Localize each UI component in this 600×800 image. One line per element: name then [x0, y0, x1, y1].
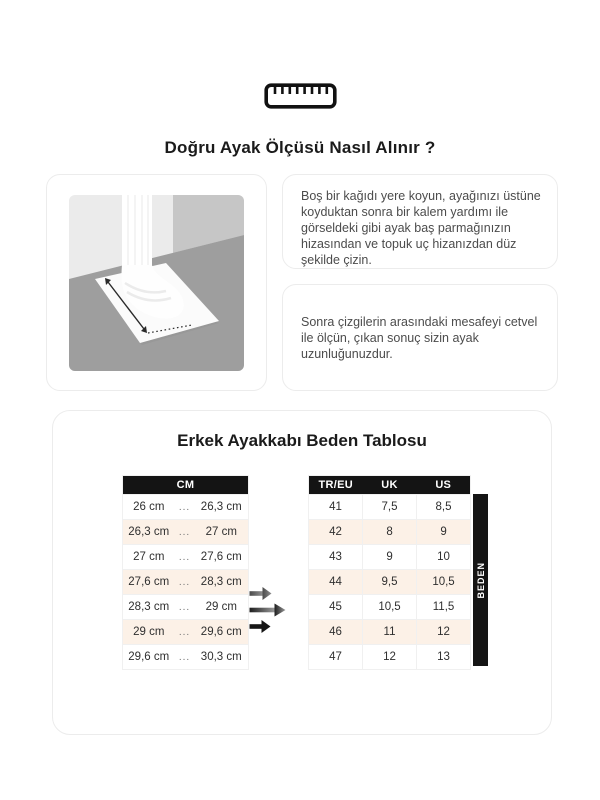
table-row	[309, 595, 471, 620]
range-separator: ...	[175, 620, 195, 645]
table-row	[123, 495, 249, 520]
range-separator: ...	[175, 545, 195, 570]
instruction-step-2	[282, 284, 558, 391]
ruler-icon	[264, 83, 337, 109]
foot-on-paper-measurement-photo	[69, 195, 244, 371]
size-uk: 10,5	[363, 595, 417, 620]
size-treu: 46	[309, 620, 363, 645]
table-row	[309, 495, 471, 520]
cm-table	[122, 475, 249, 670]
instruction-step-2-text: Sonra çizgilerin arasındaki mesafeyi cetvel ile ölçün, çıkan sonuç sizin ayak uzunluğunuzdur.	[301, 314, 538, 361]
table-row	[309, 545, 471, 570]
size-treu: 45	[309, 595, 363, 620]
cm-from: 26 cm	[123, 495, 175, 520]
transfer-arrows-icon	[249, 586, 291, 634]
size-uk: 11	[363, 620, 417, 645]
size-us: 13	[417, 645, 471, 670]
size-treu: 47	[309, 645, 363, 670]
table-row	[123, 545, 249, 570]
size-us: 8,5	[417, 495, 471, 520]
page-title: Doğru Ayak Ölçüsü Nasıl Alınır ?	[164, 138, 436, 157]
table-row	[123, 620, 249, 645]
size-uk: 12	[363, 645, 417, 670]
cm-to: 26,3 cm	[195, 495, 249, 520]
cm-from: 26,3 cm	[123, 520, 175, 545]
beden-vertical-bar	[473, 494, 488, 666]
size-treu: 43	[309, 545, 363, 570]
arrow-zone	[249, 475, 308, 670]
cm-from: 29,6 cm	[123, 645, 175, 670]
cm-table-header: CM	[123, 476, 249, 495]
cm-to: 29 cm	[195, 595, 249, 620]
instruction-step-1	[282, 174, 558, 269]
col-header-us: US	[417, 476, 471, 495]
size-us: 11,5	[417, 595, 471, 620]
size-uk: 9,5	[363, 570, 417, 595]
range-separator: ...	[175, 570, 195, 595]
size-table-header-row	[309, 476, 471, 495]
size-us: 12	[417, 620, 471, 645]
size-us: 10	[417, 545, 471, 570]
size-uk: 7,5	[363, 495, 417, 520]
table-row	[309, 520, 471, 545]
cm-to: 28,3 cm	[195, 570, 249, 595]
table-row	[123, 645, 249, 670]
cm-from: 29 cm	[123, 620, 175, 645]
table-row	[123, 595, 249, 620]
ruler-icon-wrap	[0, 0, 600, 114]
instruction-step-1-text: Boş bir kağıdı yere koyun, ayağınızı üstüne koyduktan sonra bir kalem yardımı ile görseldeki gibi ayak baş parmağınızın hizasından ve topuk uç hizanızdan düz şekilde çizin.	[301, 189, 541, 267]
size-us: 10,5	[417, 570, 471, 595]
col-header-treu: TR/EU	[309, 476, 363, 495]
cm-to: 29,6 cm	[195, 620, 249, 645]
col-header-uk: UK	[363, 476, 417, 495]
size-treu: 42	[309, 520, 363, 545]
cm-to: 27 cm	[195, 520, 249, 545]
size-us: 9	[417, 520, 471, 545]
range-separator: ...	[175, 495, 195, 520]
size-uk: 9	[363, 545, 417, 570]
table-row	[123, 520, 249, 545]
measurement-photo-card	[46, 174, 267, 391]
table-row	[309, 570, 471, 595]
cm-table-header-row	[123, 476, 249, 495]
table-row	[309, 645, 471, 670]
cm-from: 28,3 cm	[123, 595, 175, 620]
range-separator: ...	[175, 520, 195, 545]
table-row	[309, 620, 471, 645]
beden-label: BEDEN	[475, 561, 486, 599]
range-separator: ...	[175, 595, 195, 620]
cm-to: 30,3 cm	[195, 645, 249, 670]
size-uk: 8	[363, 520, 417, 545]
instruction-column	[282, 174, 558, 391]
tables-row	[53, 475, 551, 670]
size-conversion-table	[308, 475, 471, 670]
cm-from: 27,6 cm	[123, 570, 175, 595]
size-treu: 44	[309, 570, 363, 595]
size-table-title: Erkek Ayakkabı Beden Tablosu	[177, 431, 427, 450]
cm-from: 27 cm	[123, 545, 175, 570]
table-row	[123, 570, 249, 595]
cm-to: 27,6 cm	[195, 545, 249, 570]
howto-section	[46, 174, 558, 391]
size-table-card	[52, 410, 552, 735]
range-separator: ...	[175, 645, 195, 670]
size-treu: 41	[309, 495, 363, 520]
